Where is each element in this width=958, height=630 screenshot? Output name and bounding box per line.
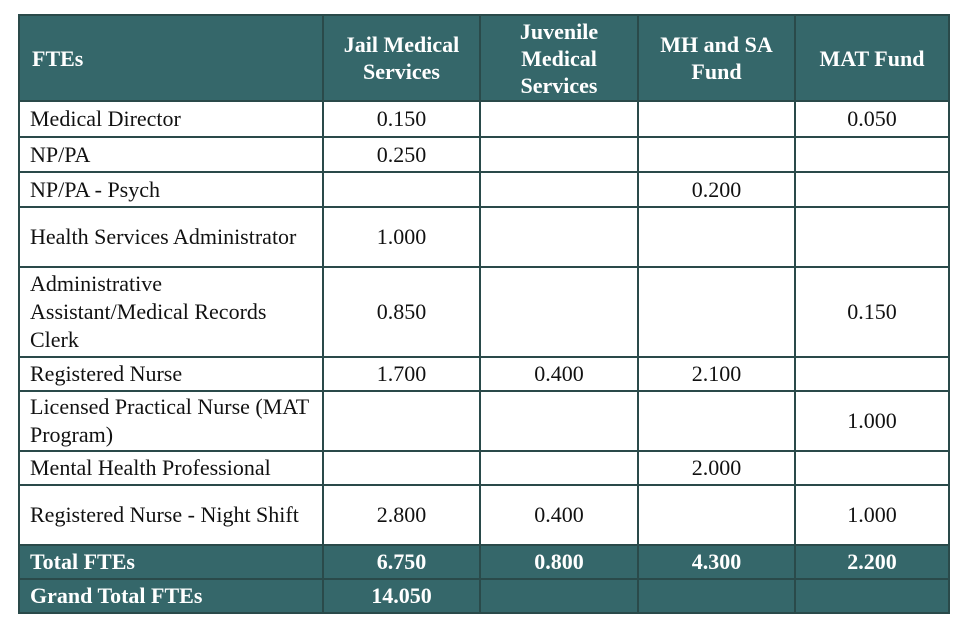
table-row: [19, 357, 949, 391]
cell-juvenile: [480, 451, 638, 485]
fte-table: [18, 14, 950, 614]
row-label: NP/PA - Psych: [19, 172, 323, 207]
cell-mh-sa: [638, 267, 795, 357]
cell-mh-sa: 2.000: [638, 451, 795, 485]
row-label: Medical Director: [19, 101, 323, 137]
cell-juvenile: [480, 172, 638, 207]
cell-juvenile: [480, 391, 638, 451]
table-row: [19, 391, 949, 451]
grand-total-empty: [795, 579, 949, 613]
cell-jail: 0.250: [323, 137, 480, 172]
grand-total-value: 14.050: [323, 579, 480, 613]
table-body: [19, 101, 949, 613]
header-mh-sa-fund: MH and SA Fund: [638, 15, 795, 101]
cell-jail: 2.800: [323, 485, 480, 545]
grand-total-empty: [638, 579, 795, 613]
cell-jail: [323, 391, 480, 451]
cell-mat: 0.050: [795, 101, 949, 137]
row-label: Registered Nurse - Night Shift: [19, 485, 323, 545]
grand-total-label: Grand Total FTEs: [19, 579, 323, 613]
cell-mat: 1.000: [795, 391, 949, 451]
grand-total-row: [19, 579, 949, 613]
row-label: Licensed Practical Nurse (MAT Program): [19, 391, 323, 451]
total-row: [19, 545, 949, 579]
cell-juvenile: 0.400: [480, 357, 638, 391]
table-row: [19, 101, 949, 137]
cell-mat: 1.000: [795, 485, 949, 545]
cell-mh-sa: [638, 207, 795, 267]
row-label: Mental Health Professional: [19, 451, 323, 485]
cell-mat: [795, 207, 949, 267]
table-row: [19, 172, 949, 207]
cell-mat: [795, 357, 949, 391]
cell-juvenile: [480, 137, 638, 172]
cell-mat: [795, 451, 949, 485]
cell-jail: 0.150: [323, 101, 480, 137]
header-ftes: FTEs: [19, 15, 323, 101]
header-mat-fund: MAT Fund: [795, 15, 949, 101]
grand-total-empty: [480, 579, 638, 613]
cell-jail: 1.000: [323, 207, 480, 267]
table-row: [19, 451, 949, 485]
total-juvenile: 0.800: [480, 545, 638, 579]
cell-juvenile: [480, 207, 638, 267]
cell-mat: [795, 137, 949, 172]
cell-mh-sa: [638, 101, 795, 137]
cell-mh-sa: 2.100: [638, 357, 795, 391]
row-label: Registered Nurse: [19, 357, 323, 391]
total-label: Total FTEs: [19, 545, 323, 579]
table-row: [19, 207, 949, 267]
fte-table-container: [18, 14, 948, 614]
cell-mh-sa: [638, 137, 795, 172]
table-row: [19, 485, 949, 545]
cell-juvenile: [480, 101, 638, 137]
table-row: [19, 267, 949, 357]
cell-mh-sa: [638, 485, 795, 545]
cell-jail: [323, 172, 480, 207]
cell-mat: [795, 172, 949, 207]
total-mh-sa: 4.300: [638, 545, 795, 579]
header-jail-medical-services: Jail Medical Services: [323, 15, 480, 101]
cell-juvenile: [480, 267, 638, 357]
header-row: [19, 15, 949, 101]
cell-mat: 0.150: [795, 267, 949, 357]
cell-juvenile: 0.400: [480, 485, 638, 545]
total-jail: 6.750: [323, 545, 480, 579]
cell-mh-sa: [638, 391, 795, 451]
row-label: Administrative Assistant/Medical Records Clerk: [19, 267, 323, 357]
row-label: NP/PA: [19, 137, 323, 172]
cell-jail: 1.700: [323, 357, 480, 391]
table-row: [19, 137, 949, 172]
cell-mh-sa: 0.200: [638, 172, 795, 207]
total-mat: 2.200: [795, 545, 949, 579]
row-label: Health Services Administrator: [19, 207, 323, 267]
header-juvenile-medical-services: Juvenile Medical Services: [480, 15, 638, 101]
cell-jail: [323, 451, 480, 485]
cell-jail: 0.850: [323, 267, 480, 357]
